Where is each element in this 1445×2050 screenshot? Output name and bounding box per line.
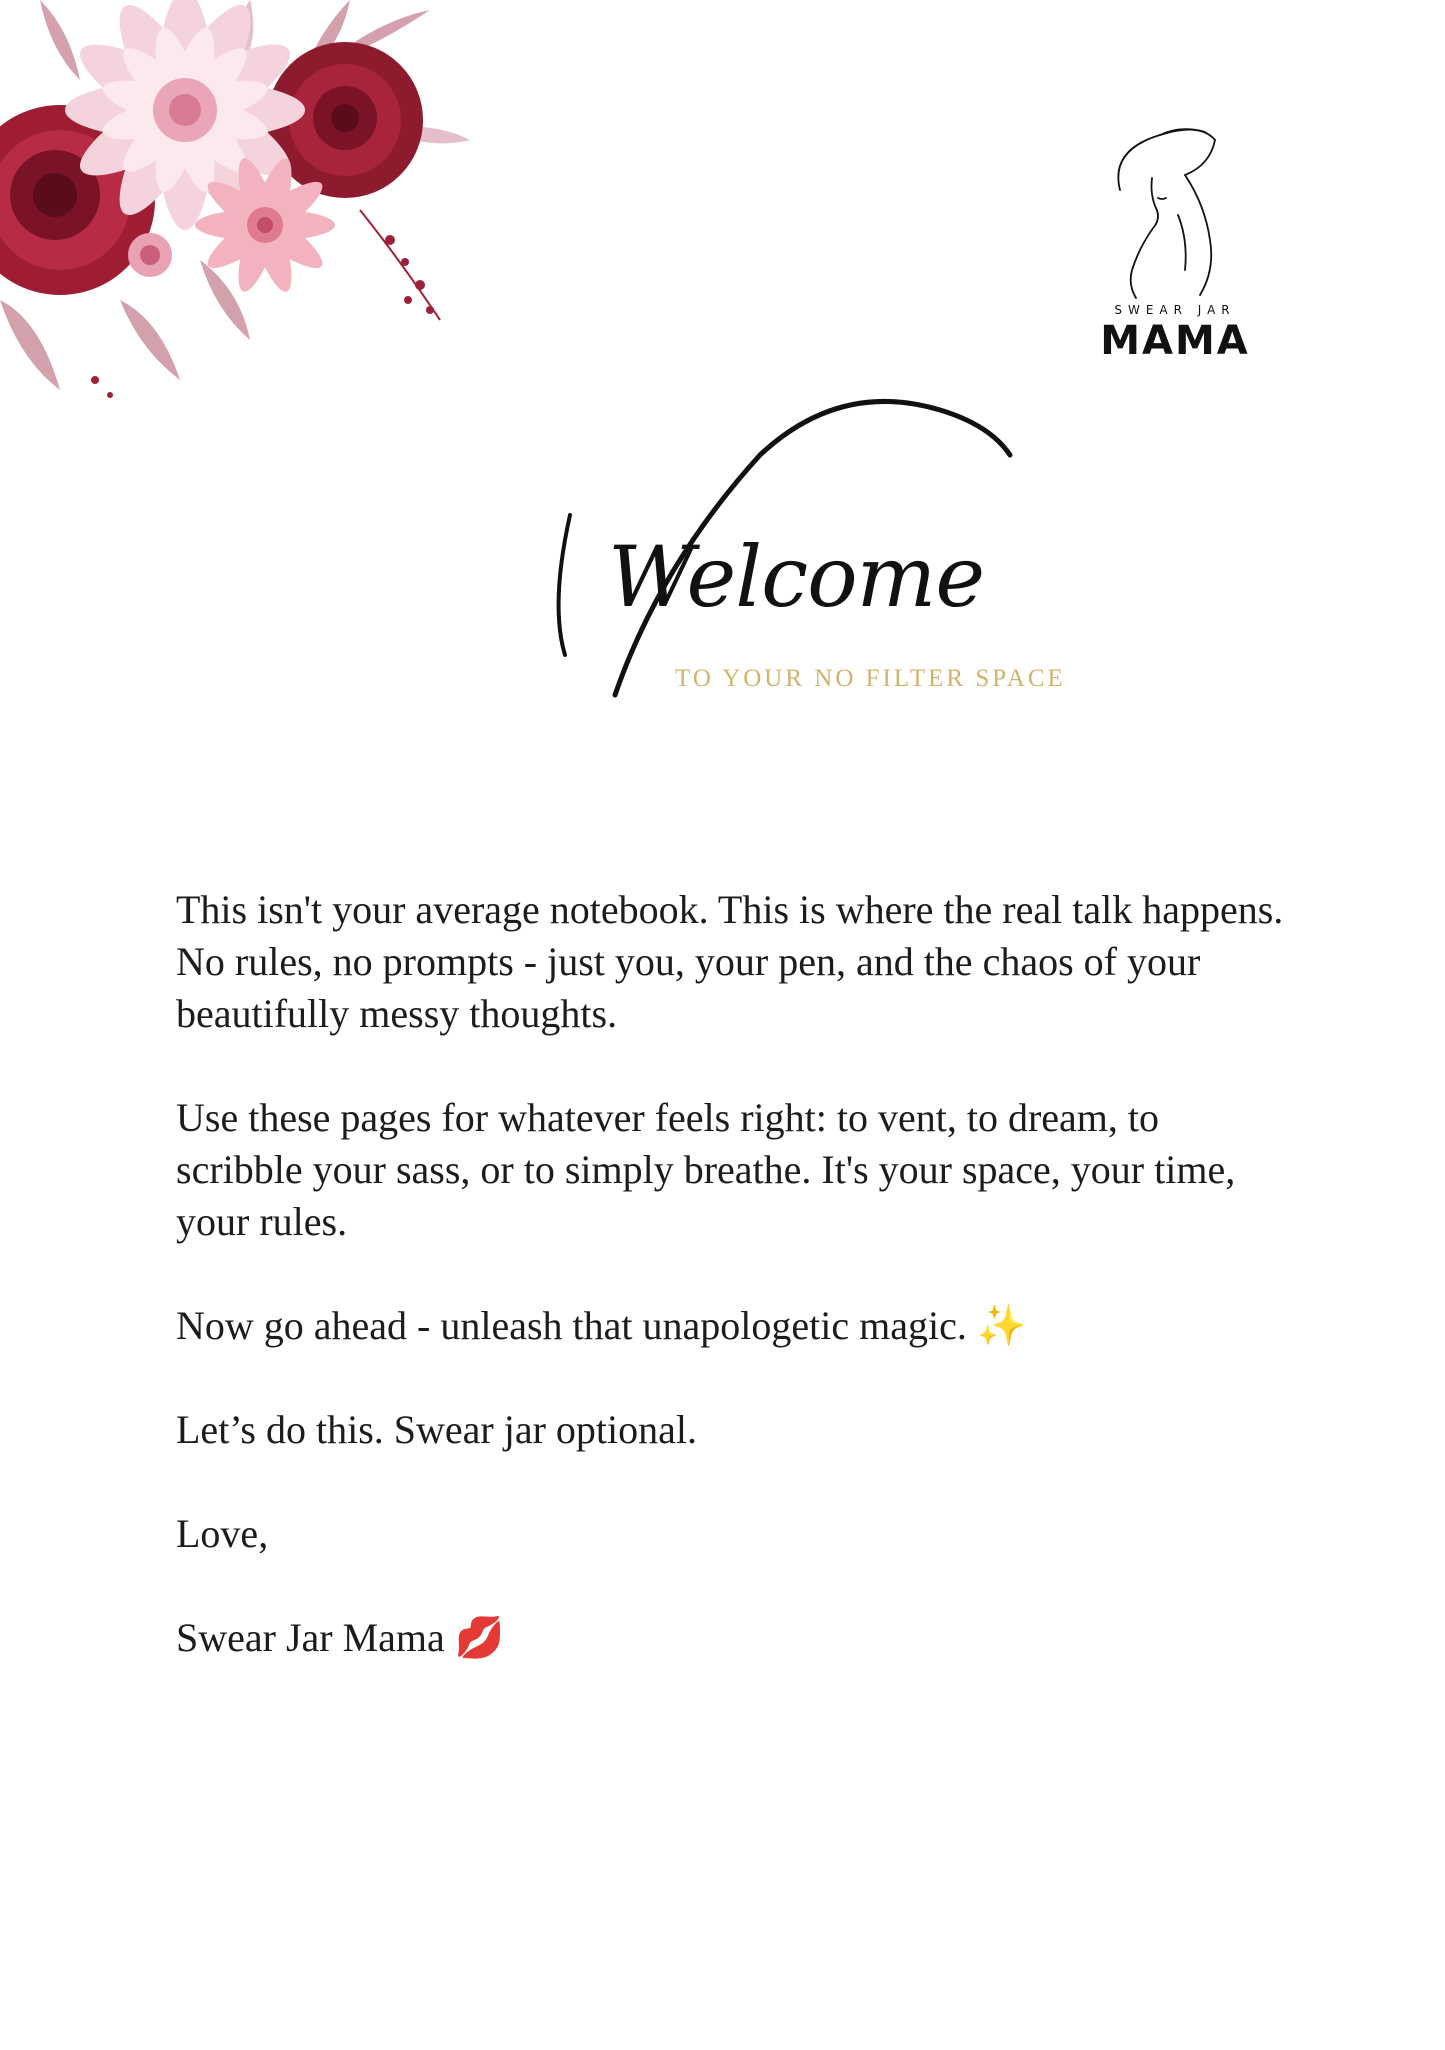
brand-logo xyxy=(1090,120,1260,370)
logo-title: MAMA xyxy=(1100,318,1250,364)
signature: Swear Jar Mama 💋 xyxy=(176,1615,505,1660)
woman-line-art-icon xyxy=(1090,120,1260,300)
paragraph-optional: Let’s do this. Swear jar optional. xyxy=(176,1407,698,1452)
welcome-subtitle: TO YOUR NO FILTER SPACE xyxy=(675,665,1066,692)
welcome-heading xyxy=(520,395,1080,725)
paragraph-usage: Use these pages for whatever feels right: to vent, to dream, to scribble your sass, or to simply breathe. It's your space, your time, your rules. xyxy=(176,1095,1236,1244)
paragraph-intro: This isn't your average notebook. This is where the real talk happens. No rules, no prompts - just you, your pen, and the chaos of your beautifully messy thoughts. xyxy=(176,887,1284,1036)
letter-body xyxy=(176,884,1286,1716)
paragraph-magic: Now go ahead - unleash that unapologetic magic. ✨ xyxy=(176,1303,1027,1348)
welcome-title: Welcome xyxy=(608,528,985,626)
closing-line: Love, xyxy=(176,1511,269,1556)
logo-subtitle: SWEAR JAR xyxy=(1114,303,1236,317)
floral-corner-illustration xyxy=(0,0,520,420)
